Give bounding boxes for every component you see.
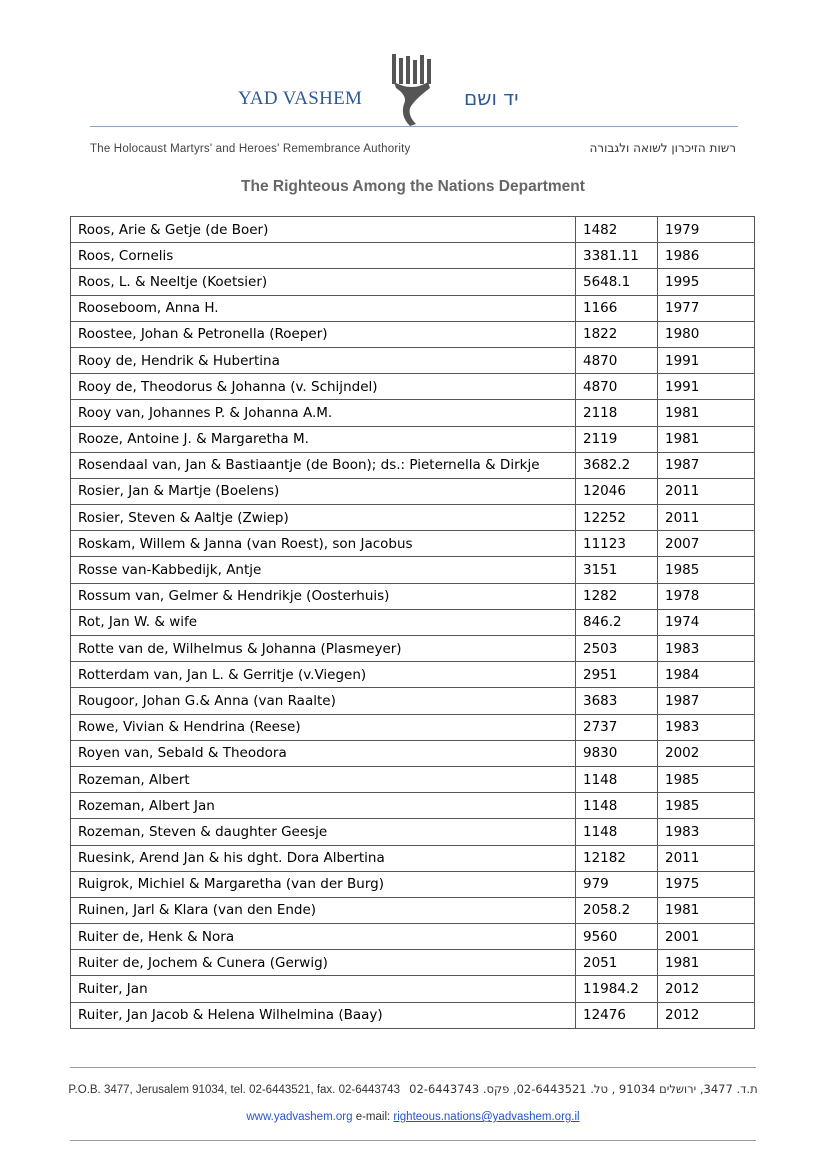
table-row: [71, 347, 755, 373]
recognition-year-cell: 2002: [658, 740, 755, 766]
recognition-year-cell: 1985: [658, 766, 755, 792]
file-number-cell: 2119: [576, 426, 658, 452]
recognition-year-cell: 1985: [658, 557, 755, 583]
table-body: [71, 217, 755, 1029]
file-number-cell: 2503: [576, 636, 658, 662]
table-row: [71, 400, 755, 426]
file-number-cell: 979: [576, 871, 658, 897]
table-row: [71, 243, 755, 269]
table-row: [71, 1002, 755, 1028]
header-divider: [90, 126, 738, 127]
footer-address: [0, 1082, 826, 1096]
table-row: [71, 321, 755, 347]
table-row: [71, 295, 755, 321]
email-label: e-mail:: [355, 1111, 391, 1123]
rescuer-name-cell: Rosier, Jan & Martje (Boelens): [71, 478, 576, 504]
recognition-year-cell: 1981: [658, 950, 755, 976]
file-number-cell: 4870: [576, 347, 658, 373]
file-number-cell: 12046: [576, 478, 658, 504]
recognition-year-cell: 1980: [658, 321, 755, 347]
file-number-cell: 1148: [576, 819, 658, 845]
table-row: [71, 950, 755, 976]
table-row: [71, 662, 755, 688]
rescuer-name-cell: Rooseboom, Anna H.: [71, 295, 576, 321]
recognition-year-cell: 2001: [658, 924, 755, 950]
righteous-table: [70, 216, 755, 1029]
table-row: [71, 924, 755, 950]
table-row: [71, 505, 755, 531]
recognition-year-cell: 1978: [658, 583, 755, 609]
table-row: [71, 583, 755, 609]
rescuer-name-cell: Ruiter de, Jochem & Cunera (Gerwig): [71, 950, 576, 976]
recognition-year-cell: 1983: [658, 636, 755, 662]
file-number-cell: 846.2: [576, 609, 658, 635]
department-title: The Righteous Among the Nations Department: [241, 178, 585, 195]
rescuer-name-cell: Ruiter, Jan Jacob & Helena Wilhelmina (Baay): [71, 1002, 576, 1028]
table-row: [71, 740, 755, 766]
rescuer-name-cell: Ruiter, Jan: [71, 976, 576, 1002]
file-number-cell: 4870: [576, 374, 658, 400]
authority-name-hebrew: רשות הזיכרון לשואה ולגבורה: [589, 141, 736, 155]
file-number-cell: 12252: [576, 505, 658, 531]
rescuer-name-cell: Rosendaal van, Jan & Bastiaantje (de Boon); ds.: Pieternella & Dirkje: [71, 452, 576, 478]
rescuer-name-cell: Rooy van, Johannes P. & Johanna A.M.: [71, 400, 576, 426]
recognition-year-cell: 1984: [658, 662, 755, 688]
file-number-cell: 12182: [576, 845, 658, 871]
file-number-cell: 3151: [576, 557, 658, 583]
table-row: [71, 531, 755, 557]
rescuer-name-cell: Rotterdam van, Jan L. & Gerritje (v.Viegen): [71, 662, 576, 688]
rescuer-name-cell: Rooy de, Hendrik & Hubertina: [71, 347, 576, 373]
recognition-year-cell: 2012: [658, 1002, 755, 1028]
rescuer-name-cell: Rosse van-Kabbedijk, Antje: [71, 557, 576, 583]
footer-divider-bottom: [70, 1140, 756, 1141]
table-row: [71, 766, 755, 792]
footer-contact: [0, 1111, 826, 1123]
table-row: [71, 871, 755, 897]
recognition-year-cell: 2011: [658, 505, 755, 531]
rescuer-name-cell: Rozeman, Albert: [71, 766, 576, 792]
recognition-year-cell: 1975: [658, 871, 755, 897]
website-link[interactable]: www.yadvashem.org: [246, 1111, 353, 1123]
table-row: [71, 636, 755, 662]
rescuer-name-cell: Royen van, Sebald & Theodora: [71, 740, 576, 766]
file-number-cell: 2118: [576, 400, 658, 426]
table-row: [71, 478, 755, 504]
recognition-year-cell: 2011: [658, 845, 755, 871]
file-number-cell: 11123: [576, 531, 658, 557]
logo-text-hebrew: יד ושם: [464, 86, 519, 110]
rescuer-name-cell: Rossum van, Gelmer & Hendrikje (Oosterhuis): [71, 583, 576, 609]
recognition-year-cell: 1987: [658, 688, 755, 714]
table-row: [71, 688, 755, 714]
rescuer-name-cell: Roskam, Willem & Janna (van Roest), son Jacobus: [71, 531, 576, 557]
rescuer-name-cell: Rot, Jan W. & wife: [71, 609, 576, 635]
rescuer-name-cell: Roos, Cornelis: [71, 243, 576, 269]
rescuer-name-cell: Rozeman, Albert Jan: [71, 793, 576, 819]
file-number-cell: 2058.2: [576, 897, 658, 923]
file-number-cell: 5648.1: [576, 269, 658, 295]
address-english: P.O.B. 3477, Jerusalem 91034, tel. 02-6443521, fax. 02-6443743: [68, 1084, 400, 1096]
file-number-cell: 3381.11: [576, 243, 658, 269]
recognition-year-cell: 2012: [658, 976, 755, 1002]
rescuer-name-cell: Ruesink, Arend Jan & his dght. Dora Albertina: [71, 845, 576, 871]
rescuer-name-cell: Ruiter de, Henk & Nora: [71, 924, 576, 950]
recognition-year-cell: 1981: [658, 897, 755, 923]
rescuer-name-cell: Rosier, Steven & Aaltje (Zwiep): [71, 505, 576, 531]
rescuer-name-cell: Ruigrok, Michiel & Margaretha (van der Burg): [71, 871, 576, 897]
table-row: [71, 269, 755, 295]
rescuer-name-cell: Rooy de, Theodorus & Johanna (v. Schijndel): [71, 374, 576, 400]
file-number-cell: 3682.2: [576, 452, 658, 478]
recognition-year-cell: 1986: [658, 243, 755, 269]
table-row: [71, 217, 755, 243]
table-row: [71, 976, 755, 1002]
rescuer-name-cell: Rowe, Vivian & Hendrina (Reese): [71, 714, 576, 740]
rescuer-name-cell: Roostee, Johan & Petronella (Roeper): [71, 321, 576, 347]
recognition-year-cell: 1985: [658, 793, 755, 819]
file-number-cell: 1822: [576, 321, 658, 347]
table-row: [71, 557, 755, 583]
recognition-year-cell: 1995: [658, 269, 755, 295]
authority-name-english: The Holocaust Martyrs' and Heroes' Remembrance Authority: [90, 143, 411, 155]
table-row: [71, 374, 755, 400]
table-row: [71, 426, 755, 452]
table-row: [71, 897, 755, 923]
recognition-year-cell: 1983: [658, 714, 755, 740]
table-row: [71, 714, 755, 740]
recognition-year-cell: 1981: [658, 426, 755, 452]
recognition-year-cell: 2011: [658, 478, 755, 504]
file-number-cell: 12476: [576, 1002, 658, 1028]
recognition-year-cell: 1979: [658, 217, 755, 243]
recognition-year-cell: 1981: [658, 400, 755, 426]
rescuer-name-cell: Rooze, Antoine J. & Margaretha M.: [71, 426, 576, 452]
rescuer-name-cell: Roos, Arie & Getje (de Boer): [71, 217, 576, 243]
file-number-cell: 1166: [576, 295, 658, 321]
footer-divider-top: [70, 1067, 756, 1068]
table-row: [71, 819, 755, 845]
rescuer-name-cell: Roos, L. & Neeltje (Koetsier): [71, 269, 576, 295]
file-number-cell: 11984.2: [576, 976, 658, 1002]
file-number-cell: 9830: [576, 740, 658, 766]
recognition-year-cell: 1977: [658, 295, 755, 321]
file-number-cell: 9560: [576, 924, 658, 950]
file-number-cell: 3683: [576, 688, 658, 714]
rescuer-name-cell: Rozeman, Steven & daughter Geesje: [71, 819, 576, 845]
address-hebrew: ת.ד. 3477, ירושלים 91034 , טל. 02-6443521, פקס. 02-6443743: [409, 1082, 758, 1096]
rescuer-name-cell: Rougoor, Johan G.& Anna (van Raalte): [71, 688, 576, 714]
file-number-cell: 2737: [576, 714, 658, 740]
rescuer-name-cell: Ruinen, Jarl & Klara (van den Ende): [71, 897, 576, 923]
table-row: [71, 793, 755, 819]
logo-text-english: YAD VASHEM: [238, 88, 363, 109]
file-number-cell: 1148: [576, 766, 658, 792]
file-number-cell: 1282: [576, 583, 658, 609]
recognition-year-cell: 1987: [658, 452, 755, 478]
email-link[interactable]: righteous.nations@yadvashem.org.il: [393, 1111, 580, 1123]
recognition-year-cell: 1991: [658, 374, 755, 400]
table-row: [71, 845, 755, 871]
table-row: [71, 452, 755, 478]
recognition-year-cell: 1974: [658, 609, 755, 635]
recognition-year-cell: 1983: [658, 819, 755, 845]
file-number-cell: 1148: [576, 793, 658, 819]
recognition-year-cell: 2007: [658, 531, 755, 557]
yad-vashem-emblem-icon: [388, 52, 438, 128]
rescuer-name-cell: Rotte van de, Wilhelmus & Johanna (Plasmeyer): [71, 636, 576, 662]
table-row: [71, 609, 755, 635]
file-number-cell: 1482: [576, 217, 658, 243]
file-number-cell: 2951: [576, 662, 658, 688]
recognition-year-cell: 1991: [658, 347, 755, 373]
file-number-cell: 2051: [576, 950, 658, 976]
